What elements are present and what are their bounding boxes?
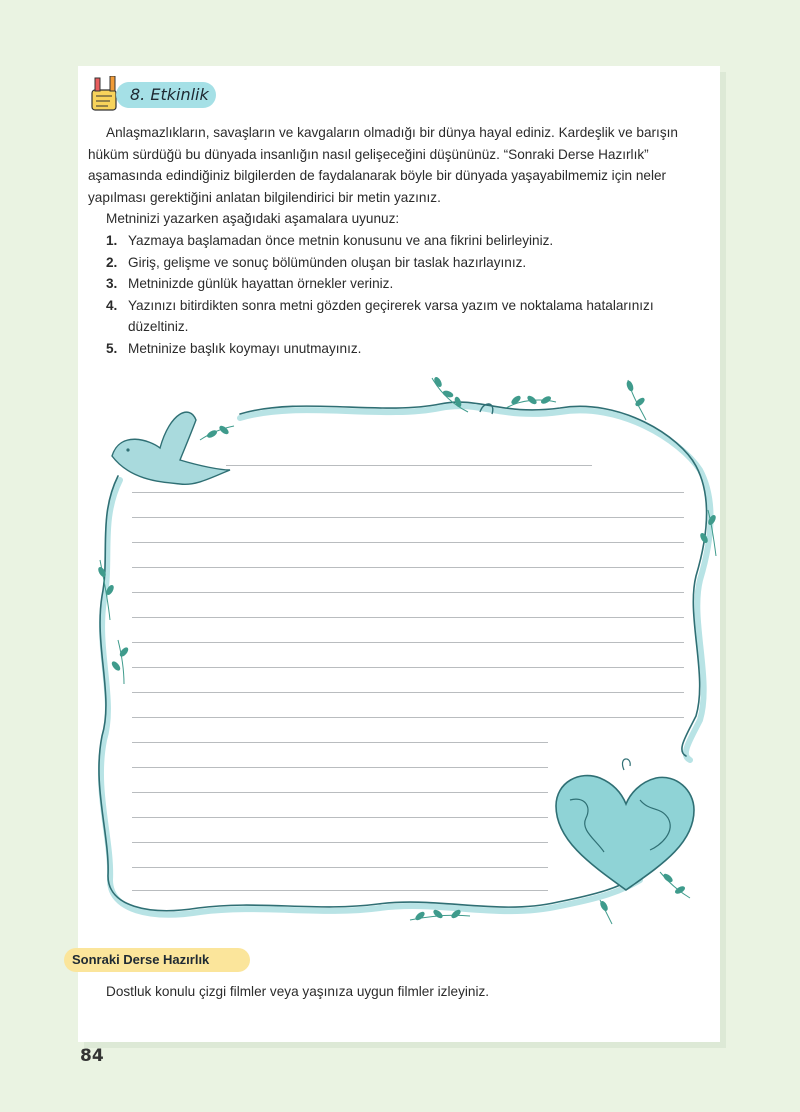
- writing-line[interactable]: [132, 792, 548, 793]
- writing-line[interactable]: [132, 492, 684, 493]
- steps-list: [88, 230, 702, 360]
- page-number: 84: [80, 1046, 104, 1066]
- writing-line[interactable]: [132, 517, 684, 518]
- next-lesson-label: Sonraki Derse Hazırlık: [72, 952, 210, 967]
- step-number: 5.: [106, 340, 118, 356]
- activity-title: 8. Etkinlik: [130, 85, 209, 104]
- step-item: [88, 295, 702, 338]
- step-text: Giriş, gelişme ve sonuç bölümünden oluşan bir taslak hazırlayınız.: [128, 254, 527, 270]
- step-item: [88, 252, 702, 274]
- writing-line[interactable]: [132, 617, 684, 618]
- step-number: 3.: [106, 276, 118, 292]
- intro-paragraph: Anlaşmazlıkların, savaşların ve kavgaların olmadığı bir dünya hayal ediniz. Kardeşlik ve barışın hüküm sürdüğü bu dünyada insanlığın nasıl gelişeceğini düşününüz. “Sonraki Derse Hazırlık” aşamasında edindiğiniz bilgilerden de faydalanarak böyle bir dünyada yaşayabilmemiz için neler yapılması gerektiğini anlatan bilgilendirici bir metin yazınız.: [88, 125, 678, 205]
- writing-line[interactable]: [226, 465, 592, 466]
- step-text: Yazınızı bitirdikten sonra metni gözden geçirerek varsa yazım ve noktalama hatalarınızı düzeltiniz.: [128, 297, 654, 335]
- step-number: 1.: [106, 232, 118, 248]
- step-number: 4.: [106, 297, 118, 313]
- writing-line[interactable]: [132, 767, 548, 768]
- writing-line[interactable]: [132, 642, 684, 643]
- writing-line[interactable]: [132, 667, 684, 668]
- step-text: Yazmaya başlamadan önce metnin konusunu ve ana fikrini belirleyiniz.: [128, 232, 554, 248]
- writing-line[interactable]: [132, 842, 548, 843]
- step-item: [88, 230, 702, 252]
- writing-line[interactable]: [132, 542, 684, 543]
- step-text: Metninizde günlük hayattan örnekler veriniz.: [128, 276, 394, 292]
- instructions: [88, 122, 702, 360]
- next-lesson-badge: [64, 948, 250, 972]
- writing-line[interactable]: [132, 817, 548, 818]
- activity-badge: [88, 76, 218, 112]
- step-item: [88, 273, 702, 295]
- next-lesson-text: Dostluk konulu çizgi filmler veya yaşınıza uygun filmler izleyiniz.: [106, 984, 490, 999]
- step-text: Metninize başlık koymayı unutmayınız.: [128, 340, 362, 356]
- writing-line[interactable]: [132, 692, 684, 693]
- writing-line[interactable]: [132, 867, 548, 868]
- steps-intro: Metninizi yazarken aşağıdaki aşamalara uyunuz:: [106, 211, 400, 227]
- step-item: [88, 338, 702, 360]
- step-number: 2.: [106, 254, 118, 270]
- writing-line[interactable]: [132, 592, 684, 593]
- writing-line[interactable]: [132, 890, 548, 891]
- writing-line[interactable]: [132, 717, 684, 718]
- writing-line[interactable]: [132, 742, 548, 743]
- writing-line[interactable]: [132, 567, 684, 568]
